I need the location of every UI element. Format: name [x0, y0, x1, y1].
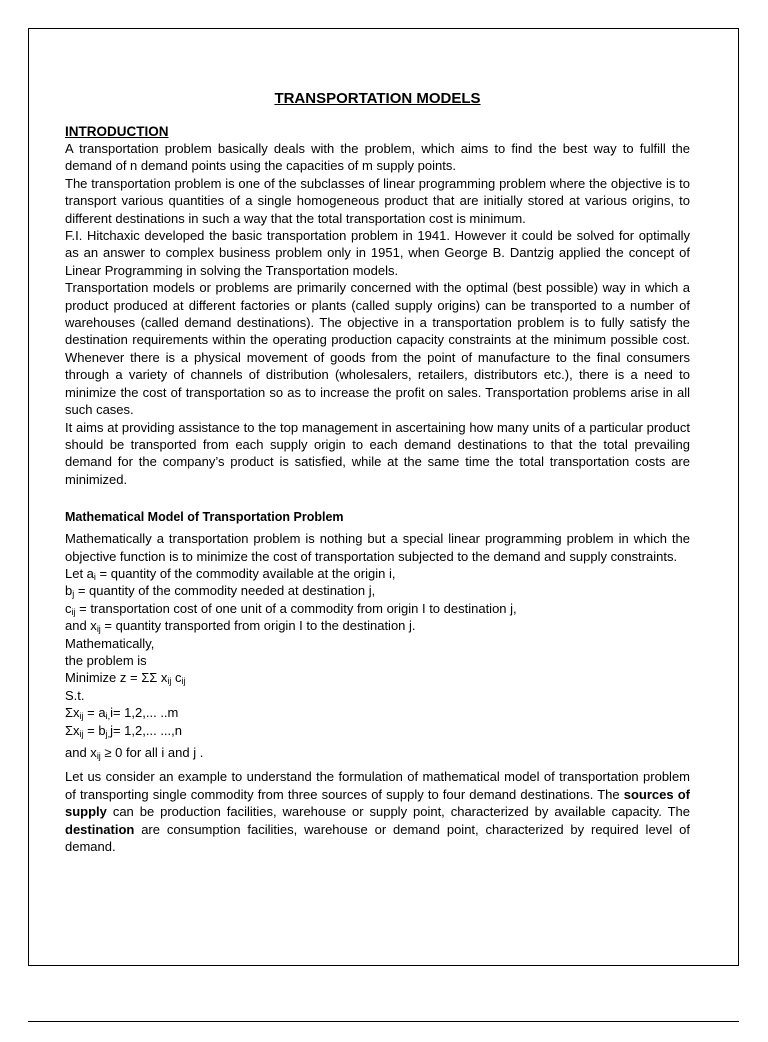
subject-to-line: S.t.: [65, 687, 85, 703]
intro-paragraph-4: Transportation models or problems are primarily concerned with the optimal (best possible) way in which a product produced at different factories or plants (called supply origins) can be transported to a number of warehouses (called demand destinations). The objective in a transportation problem is to fully satisfy the destination requirements within the operating production capacity constraints at the minimum possible cost. Whenever there is a physical movement of goods from the point of manufacture to the final consumers through a variety of channels of distribution (wholesalers, retailers, distributors etc.), there is a need to minimize the cost of transportation so as to increase the profit on sales. Transportation problems arise in all such cases.: [65, 280, 690, 418]
objective-function: Minimize z = ΣΣ $x_{ij}$ $c_{ij}$: [65, 670, 186, 687]
demand-constraint: $\Sigma x_{ij} = b_{j,}j= 1,2$,... ...,n: [65, 722, 182, 739]
problem-is-line: the problem is: [65, 652, 147, 668]
next-page-frame: [28, 1021, 739, 1042]
intro-heading: INTRODUCTION: [65, 124, 169, 139]
math-heading: Mathematical Model of Transportation Problem: [65, 510, 344, 525]
def-b: $b_j$ = quantity of the commodity needed at destination j,: [65, 583, 376, 600]
intro-paragraph-3: F.I. Hitchaxic developed the basic transportation problem in 1941. However it could be solved for optimally as an answer to complex business problem only in 1951, when George B. Dantzig applied the concept of Linear Programming in solving the Transportation models.: [65, 228, 690, 278]
def-a: Let $a_i$ = quantity of the commodity available at the origin i,: [65, 565, 396, 582]
def-x: and $x_{ij}$ = quantity transported from origin I to the destination j.: [65, 618, 416, 635]
document-title: TRANSPORTATION MODELS: [274, 90, 481, 107]
example-paragraph: Let us consider an example to understand the formulation of mathematical model of transportation problem of transporting single commodity from three sources of supply to four demand destinations. The sources of supply can be production facilities, warehouse or supply point, characterized by available capacity. The destination are consumption facilities, warehouse or demand point, characterized by required level of demand.: [65, 769, 690, 855]
intro-paragraph-2: The transportation problem is one of the subclasses of linear programming problem where the objective is to transport various quantities of a single homogeneous product that are initially stored at various origins, to different destinations in such a way that the total transportation cost is minimum.: [65, 175, 690, 226]
document-body: [65, 90, 690, 855]
intro-paragraph-1: A transportation problem basically deals with the problem, which aims to find the best way to fulfill the demand of n demand points using the capacities of m supply points.: [65, 141, 690, 174]
supply-constraint: $\Sigma x_{ij} = a_{i,}i= 1,2$,... ..m: [65, 705, 179, 722]
def-c: $c_{ij}$ = transportation cost of one unit of a commodity from origin I to destination j,: [65, 600, 517, 617]
math-intro: Mathematically a transportation problem is nothing but a special linear programming problem in which the objective function is to minimize the cost of transportation subjected to the demand and supply constraints.: [65, 531, 690, 564]
mathematically-line: Mathematically,: [65, 635, 155, 651]
intro-paragraph-5: It aims at providing assistance to the top management in ascertaining how many units of a particular product should be transported from each supply origin to each demand destinations to that the total prevailing demand for the company’s product is satisfied, while at the same time the total transportation costs are minimized.: [65, 419, 690, 487]
nonnegativity-constraint: and $x_{ij} \ge 0$ for all i and j .: [65, 745, 204, 761]
